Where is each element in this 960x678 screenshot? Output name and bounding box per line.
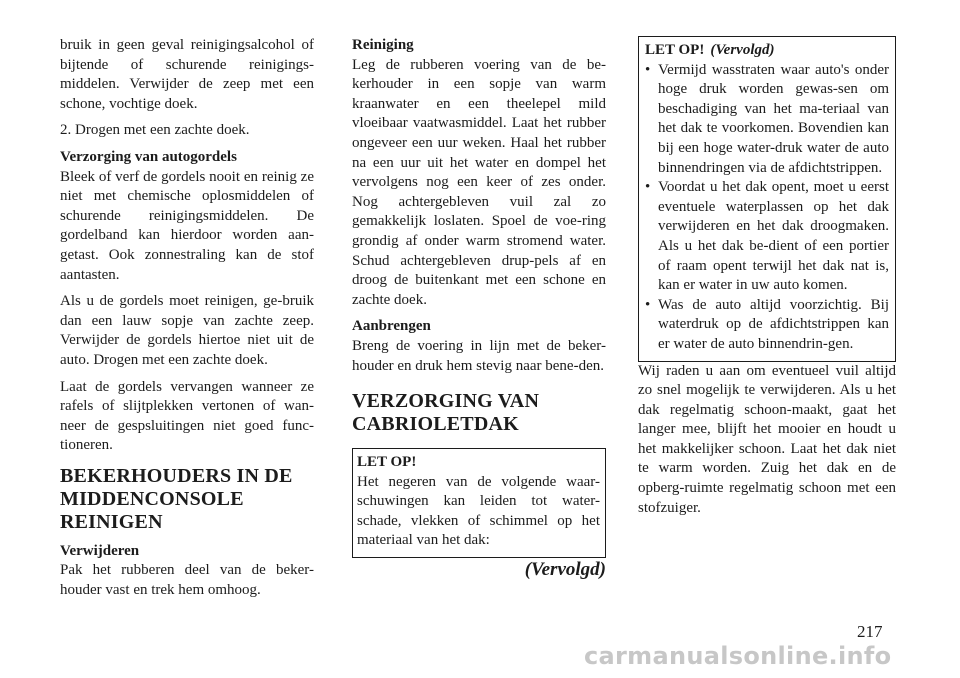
- install-paragraph: Breng de voering in lijn met de beker-houder en druk hem stevig naar bene-den.: [352, 337, 606, 374]
- seatbelt-paragraph-1: Bleek of verf de gordels nooit en reinig ze niet met chemische oplosmiddelen of schurende reinigingsmiddelen. De gordelband kan hierdoor worden aan-getast. Ook zonnestraling kan de stof aantasten.: [60, 168, 314, 283]
- seatbelt-paragraph-3: Laat de gordels vervangen wanneer ze rafels of slijtplekken vertonen of wan-neer de gespsluitingen niet goed func-tioneren.: [60, 378, 314, 454]
- intro-paragraph: bruik in geen geval reinigingsalcohol of bijtende of schurende reinigings-middelen. Verwijder de zeep met een schone, vochtige doek.: [60, 37, 314, 112]
- warning-title: LET OP!: [357, 454, 417, 471]
- warning-box-continued: [638, 36, 896, 362]
- heading-cupholders: BEKERHOUDERS IN DE MIDDENCONSOLE REINIGEN: [60, 464, 293, 533]
- warning-box: [352, 448, 606, 558]
- bullet-icon: •: [645, 296, 651, 313]
- cleaning-paragraph: Leg de rubberen voering van de be-kerhouder in een sopje van warm kraanwater en een theelepel mild vloeibaar vaatwasmiddel. Laat het rubber ongeveer een uur weken. Haal het rubber na een uur uit het water en dompel het vervolgens nog een keer of zes onder. Nog achtergebleven vuil zal zo gemakkelijk loslaten. Spoel de voe-ring grondig af onder warm stromend water. Schud achtergebleven drup-pels af en droog de buitenkant met een schone en zachte doek.: [352, 56, 606, 308]
- bullet-text: Vermijd wasstraten waar auto's onder hoge druk worden gewas-sen om beschadiging van het ma-teriaal van het dak te voorkomen. Bovendien kan bij een hoge water-druk water de auto binnendringen via de afdichtstrippen.: [658, 61, 889, 176]
- watermark: carmanualsonline.info: [584, 642, 892, 670]
- warning-bullet-list: [645, 61, 889, 355]
- advice-paragraph: Wij raden u aan om eventueel vuil altijd zo snel mogelijk te verwijderen. Als u het dak regelmatig schoon-maakt, gaat het langer mee, blijft het mooier en houdt u het makkelijker schoon. Laat het dak niet te warm worden. Zuig het dak en de opberg-ruimte regelmatig schoon met een stofzuiger.: [638, 362, 896, 516]
- step-2-text: 2. Drogen met een zachte doek.: [60, 122, 250, 139]
- continued-label: (Vervolgd): [524, 559, 606, 581]
- bullet-item: [645, 178, 889, 296]
- bullet-icon: •: [645, 61, 651, 78]
- column-right: [638, 36, 896, 525]
- seatbelt-paragraph-2: Als u de gordels moet reinigen, ge-bruik dan een lauw sopje van zachte zeep. Verwijder de gordels hiertoe niet uit de auto. Drogen met een zachte doek.: [60, 293, 314, 368]
- column-middle: [352, 36, 606, 580]
- page-number: 217: [857, 622, 883, 641]
- subheading-cleaning: Reiniging: [352, 37, 414, 53]
- warning-header: [645, 41, 889, 61]
- bullet-text: Was de auto altijd voorzichtig. Bij waterdruk op de afdichtstrippen kan er water de auto binnendrin-gen.: [658, 296, 889, 352]
- warning-text: Het negeren van de volgende waar-schuwingen kan leiden tot water-schade, vlekken of schimmel op het materiaal van het dak:: [357, 473, 600, 549]
- subheading-remove: Verwijderen: [60, 542, 140, 559]
- bullet-item: [645, 296, 889, 355]
- warning-continued-label: (Vervolgd): [710, 42, 775, 58]
- bullet-item: [645, 61, 889, 179]
- remove-paragraph: Pak het rubberen deel van de beker-houder vast en trek hem omhoog.: [60, 562, 314, 599]
- subheading-seatbelt-care: Verzorging van autogordels: [60, 148, 237, 165]
- subheading-install: Aanbrengen: [352, 318, 431, 335]
- warning-title: LET OP!: [645, 42, 705, 58]
- column-left: [60, 36, 314, 601]
- bullet-text: Voordat u het dak opent, moet u eerst eventuele waterplassen op het dak verwijderen en het dak droogmaken. Als u het dak be-dient of een portier of raam opent terwijl het dak nat is, kan er water in uw auto komen.: [658, 179, 889, 294]
- bullet-icon: •: [645, 179, 651, 196]
- heading-convertible-top: VERZORGING VAN CABRIOLETDAK: [352, 390, 540, 436]
